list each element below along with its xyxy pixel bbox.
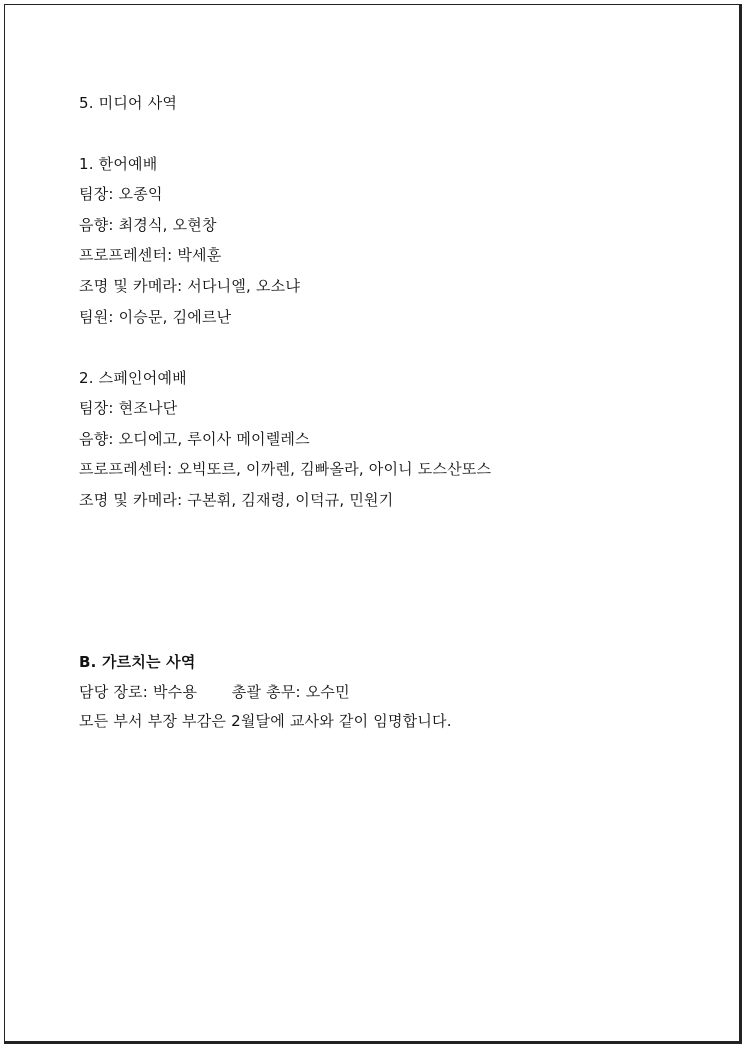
- korean-propresenter: 프로프레센터: 박세훈: [79, 246, 222, 264]
- teaching-leaders: 담당 장로: 박수용 총괄 총무: 오수민: [79, 683, 350, 701]
- teaching-ministry-heading: B. 가르치는 사역: [79, 653, 196, 671]
- korean-sound: 음향: 최경식, 오현창: [79, 216, 217, 234]
- korean-team-members: 팀원: 이승문, 김에르난: [79, 308, 232, 326]
- spanish-service-heading: 2. 스페인어예배: [79, 369, 187, 387]
- spanish-team-leader: 팀장: 현조나단: [79, 399, 178, 417]
- spanish-propresenter: 프로프레센터: 오빅또르, 이까렌, 김빠올라, 아이니 도스산또스: [79, 460, 492, 478]
- spanish-lighting-camera: 조명 및 카메라: 구본휘, 김재령, 이덕규, 민원기: [79, 491, 394, 509]
- document-page: [4, 4, 742, 1044]
- korean-team-leader: 팀장: 오종익: [79, 185, 163, 203]
- korean-service-heading: 1. 한어예배: [79, 155, 158, 173]
- korean-lighting-camera: 조명 및 카메라: 서다니엘, 오소냐: [79, 277, 301, 295]
- teaching-appointment-note: 모든 부서 부장 부감은 2월달에 교사와 같이 임명합니다.: [79, 712, 452, 730]
- media-ministry-heading: 5. 미디어 사역: [79, 94, 178, 112]
- spanish-sound: 음향: 오디에고, 루이사 메이렐레스: [79, 430, 310, 448]
